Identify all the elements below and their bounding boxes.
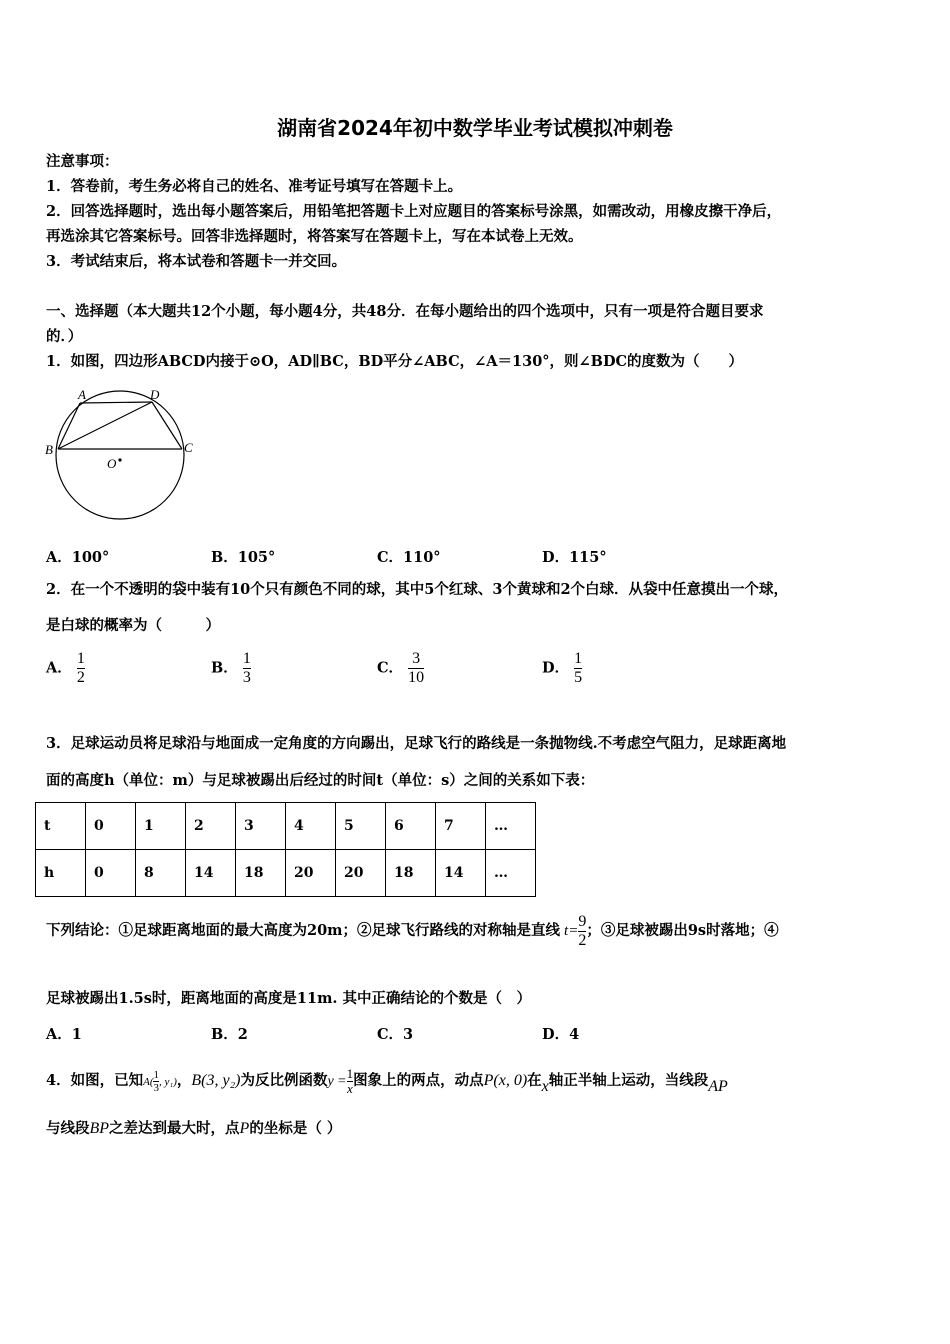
notice-item: 再选涂其它答案标号。回答非选择题时，将答案写在答题卡上，写在本试卷上无效。 xyxy=(46,228,583,245)
q2-option-c: C． $\frac{3}{10}$ xyxy=(377,650,425,686)
q3-conclusions-cont: 足球被踢出1.5s时，距离地面的高度是11m. 其中正确结论的个数是（ ） xyxy=(46,990,532,1007)
table-cell: t xyxy=(36,803,86,850)
q2-stem-cont: 是白球的概率为（ ） xyxy=(46,617,220,634)
q1-circle-figure xyxy=(40,382,205,527)
q1-option-b: B．105° xyxy=(211,549,276,566)
q3-option-c: C．3 xyxy=(377,1026,414,1043)
q2-option-d: D． $\frac{1}{5}$ xyxy=(542,650,583,686)
label-C: C xyxy=(184,440,193,455)
notice-item: 1．答卷前，考生务必将自己的姓名、准考证号填写在答题卡上。 xyxy=(46,178,463,195)
q2-option-a: A． $\frac{1}{2}$ xyxy=(46,650,85,686)
page-title: 湖南省2024年初中数学毕业考试模拟冲刺卷 xyxy=(277,116,673,140)
table-cell: 3 xyxy=(236,803,286,850)
table-cell: 18 xyxy=(386,850,436,897)
label-D: D xyxy=(150,387,160,402)
table-cell: … xyxy=(486,850,536,897)
table-row xyxy=(36,803,536,850)
q3-table xyxy=(35,802,536,897)
label-O: O xyxy=(107,456,117,471)
table-cell: … xyxy=(486,803,536,850)
table-cell: 7 xyxy=(436,803,486,850)
table-cell: 4 xyxy=(286,803,336,850)
table-cell: 0 xyxy=(86,850,136,897)
q3-conclusions: 下列结论：①足球距离地面的最大高度为20m；②足球飞行路线的对称轴是直线 t= $\frac{9}{2}$ ；③足球被踢出9s时落地；④ xyxy=(46,912,779,949)
notice-heading: 注意事项： xyxy=(46,153,119,170)
table-cell: 20 xyxy=(286,850,336,897)
notice-item: 3．考试结束后，将本试卷和答题卡一并交回。 xyxy=(46,253,347,270)
table-cell: 14 xyxy=(186,850,236,897)
q2-option-b: B． $\frac{1}{3}$ xyxy=(211,650,251,686)
table-cell: h xyxy=(36,850,86,897)
q4-stem-cont: 与线段BP之差达到最大时，点P的坐标是（ ） xyxy=(46,1120,342,1137)
q3-option-a: A．1 xyxy=(46,1026,82,1043)
q1-option-a: A．100° xyxy=(46,549,110,566)
q3-option-b: B．2 xyxy=(211,1026,248,1043)
table-cell: 20 xyxy=(336,850,386,897)
table-cell: 2 xyxy=(186,803,236,850)
table-cell: 14 xyxy=(436,850,486,897)
q3-stem: 3．足球运动员将足球沿与地面成一定角度的方向踢出，足球飞行的路线是一条抛物线.不考虑空气阻力，足球距离地 xyxy=(46,735,787,752)
section-heading-cont: 的．） xyxy=(46,328,83,345)
table-row xyxy=(36,850,536,897)
notice-item: 2．回答选择题时，选出每小题答案后，用铅笔把答题卡上对应题目的答案标号涂黑，如需改动，用橡皮擦干净后， xyxy=(46,203,782,220)
q1-option-d: D．115° xyxy=(542,549,607,566)
label-B: B xyxy=(45,442,53,457)
table-cell: 1 xyxy=(136,803,186,850)
q3-option-d: D．4 xyxy=(542,1026,580,1043)
table-cell: 0 xyxy=(86,803,136,850)
table-cell: 6 xyxy=(386,803,436,850)
section-heading: 一、选择题（本大题共12个小题，每小题4分，共48分．在每小题给出的四个选项中，只有一项是符合题目要求 xyxy=(46,303,764,320)
q3-stem-cont: 面的高度h（单位：m）与足球被踢出后经过的时间t（单位：s）之间的关系如下表： xyxy=(46,772,595,789)
table-cell: 18 xyxy=(236,850,286,897)
q4-stem: 4．如图，已知A( $\frac{1}{3}$ , y₁)，B(3, y₂)为反比例函数y = $\frac{1}{x}$ 图象上的两点，动点P(x, 0)在x轴正半轴上运动，当线段AP xyxy=(46,1065,728,1096)
table-cell: 8 xyxy=(136,850,186,897)
q2-stem: 2．在一个不透明的袋中装有10个只有颜色不同的球，其中5个红球、3个黄球和2个白球．从袋中任意摸出一个球， xyxy=(46,581,789,598)
label-A: A xyxy=(78,387,86,402)
q1-stem: 1．如图，四边形ABCD内接于⊙O，AD∥BC，BD平分∠ABC，∠A＝130°，则∠BDC的度数为（ ） xyxy=(46,353,744,370)
q1-option-c: C．110° xyxy=(377,549,441,566)
table-cell: 5 xyxy=(336,803,386,850)
